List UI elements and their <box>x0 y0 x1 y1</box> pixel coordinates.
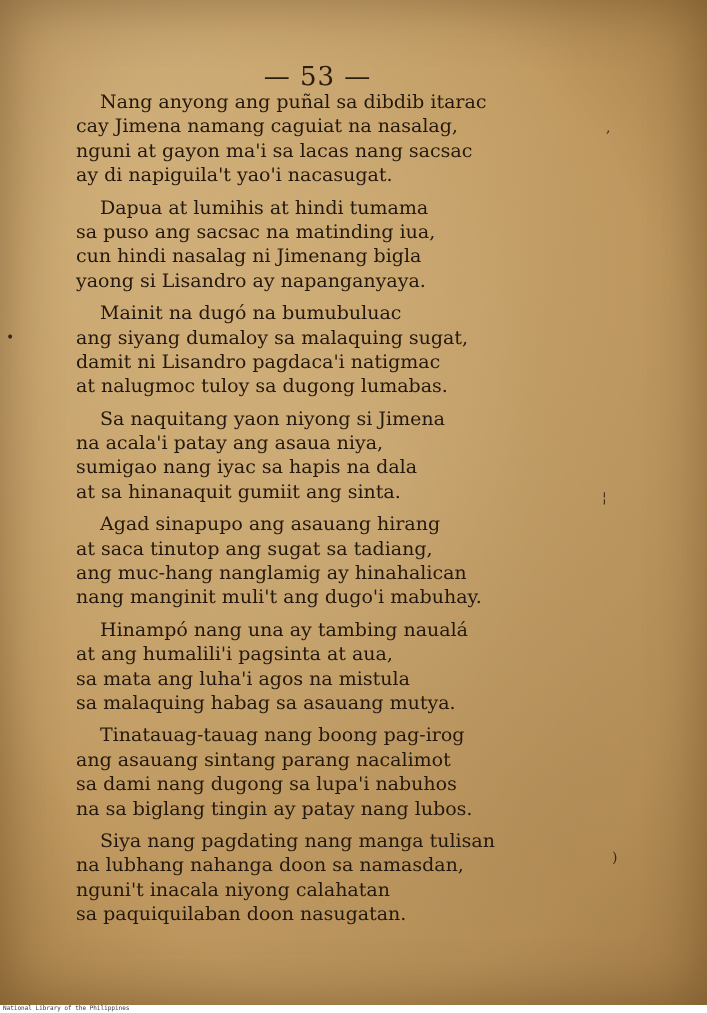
verse-line: Hinampó nang una ay tambing naualá <box>100 618 469 641</box>
verse-line: at saca tinutop ang sugat sa tadiang, <box>76 537 433 560</box>
verse-line: ang asauang sintang parang nacalimot <box>76 748 451 771</box>
verse-line: Dapua at lumihis at hindi tumama <box>100 196 429 219</box>
verse-line: at ang humalili'i pagsinta at aua, <box>76 643 393 666</box>
stanza <box>70 723 550 821</box>
stanza <box>70 407 550 505</box>
verse-line: na lubhang nahanga doon sa namasdan, <box>76 854 464 877</box>
verse-line: cay Jimena namang caguiat na nasalag, <box>76 115 458 138</box>
verse-line: yaong si Lisandro ay napanganyaya. <box>76 269 426 292</box>
verse-line: nguni at gayon ma'i sa lacas nang sacsac <box>76 139 473 162</box>
verse-line: ang muc-hang nanglamig ay hinahalican <box>76 562 467 585</box>
verse-line: Sa naquitang yaon niyong si Jimena <box>100 407 445 430</box>
margin-mark: ¦ <box>602 490 607 506</box>
verse-line: damit ni Lisandro pagdaca'i natigmac <box>76 350 441 373</box>
verse-line: sa mata ang luha'i agos na mistula <box>76 667 410 690</box>
verse-line: na acala'i patay ang asaua niya, <box>76 432 384 455</box>
verse-line: Nang anyong ang puñal sa dibdib itarac <box>100 91 487 113</box>
verse-line: sa puso ang sacsac na matinding iua, <box>76 220 436 243</box>
verse-line: Mainit na dugó na bumubuluac <box>100 302 402 325</box>
margin-mark: ) <box>612 850 618 866</box>
footer-bar <box>0 1005 707 1013</box>
verse-line: sa malaquing habag sa asauang mutya. <box>76 691 456 714</box>
page-number: — 53 — <box>263 62 372 92</box>
verse-line: Tinatauag-tauag nang boong pag-irog <box>100 724 465 747</box>
verse-line: ay di napiguila't yao'i nacasugat. <box>76 164 393 187</box>
verse-line: ang siyang dumaloy sa malaquing sugat, <box>76 326 469 349</box>
verse-line: cun hindi nasalag ni Jimenang bigla <box>76 245 422 268</box>
margin-mark: • <box>6 330 15 346</box>
verse-line: at sa hinanaquit gumiit ang sinta. <box>76 480 401 503</box>
verse-line: sa dami nang dugong sa lupa'i nabuhos <box>76 773 457 796</box>
stanza <box>70 829 550 927</box>
verse-line: Agad sinapupo ang asauang hirang <box>100 513 441 536</box>
margin-mark: , <box>606 120 611 136</box>
verse-line: Siya nang pagdating nang manga tulisan <box>100 829 495 852</box>
verse-line: sa paquiquilaban doon nasugatan. <box>76 903 407 926</box>
verse-line: nguni't inacala niyong calahatan <box>76 878 390 901</box>
stanza <box>70 301 550 399</box>
verse-line: nang manginit muli't ang dugo'i mabuhay. <box>76 586 482 609</box>
poem-text <box>70 90 550 935</box>
library-credit: National Library of the Philippines <box>3 1005 130 1012</box>
stanza <box>70 90 550 188</box>
verse-line: at nalugmoc tuloy sa dugong lumabas. <box>76 375 448 398</box>
verse-line: sumigao nang iyac sa hapis na dala <box>76 456 418 479</box>
stanza <box>70 196 550 294</box>
verse-line: na sa biglang tingin ay patay nang lubos. <box>76 797 473 820</box>
stanza <box>70 512 550 610</box>
stanza <box>70 618 550 716</box>
